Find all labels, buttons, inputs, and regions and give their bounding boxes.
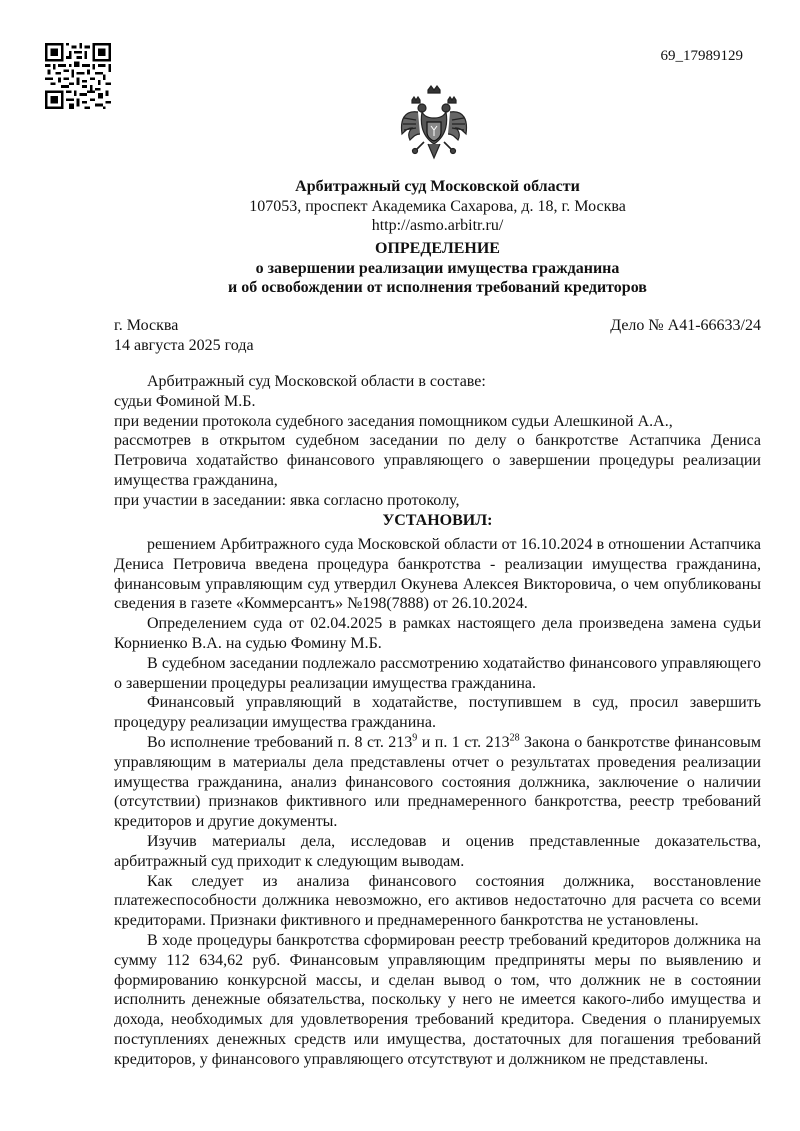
case-number: Дело № А41-66633/24 — [610, 317, 761, 334]
intro-section — [114, 372, 761, 511]
paragraph: решением Арбитражного суда Московской области от 16.10.2024 в отношении Астапчика Дениса Петровича введена процедура банкротства - реализации имущества гражданина, финансовым управляющим суд утвердил Окунева Алексея Викторовича, о чем опубликованы сведения в газете «Коммерсантъ» №198(7888) от 26.10.2024. — [114, 536, 761, 613]
paragraph — [114, 733, 761, 832]
intro-line: Арбитражный суд Московской области в составе: — [147, 373, 486, 390]
document-date: 14 августа 2025 года — [114, 337, 254, 354]
court-header — [110, 177, 765, 236]
title-line-2: и об освобождении от исполнения требований кредиторов — [228, 279, 647, 296]
title-line-1: о завершении реализации имущества гражданина — [255, 259, 620, 277]
title-main: ОПРЕДЕЛЕНИЕ — [375, 240, 500, 257]
superscript: 28 — [509, 732, 520, 744]
intro-line: рассмотрев в открытом судебном заседании по делу о банкротстве Астапчика Дениса Петровича ходатайство финансового управляющего о завершении процедуры реализации имущества гражданина, — [114, 432, 761, 489]
qr-code — [45, 43, 111, 109]
paragraph: Определением суда от 02.04.2025 в рамках настоящего дела произведена замена судьи Корниенко В.А. на судью Фомину М.Б. — [114, 615, 761, 652]
paragraph-part: Во исполнение требований п. 8 ст. 213 — [147, 733, 413, 751]
main-section — [114, 535, 761, 1070]
court-address: 107053, проспект Академика Сахарова, д. 18, г. Москва — [249, 197, 626, 215]
court-name: Арбитражный суд Московской области — [295, 178, 580, 195]
paragraph: В ходе процедуры банкротства сформирован реестр требований кредиторов должника на сумму 112 634,62 руб. Финансовым управляющим предприняты меры по выявлению и формированию конкурсной массы, и сделан вывод о том, что должник не в состоянии исполнить денежные обязательства, поскольку у него не имеется какого-либо имущества и дохода, необходимых для удовлетворения требований кредитора. Сведения о планируемых поступлениях денежных средств или имущества, достаточных для погашения требований кредиторов, у финансового управляющего отсутствуют и должником не представлены. — [114, 931, 761, 1068]
paragraph: Изучив материалы дела, исследовав и оценив представленные доказательства, арбитражный суд приходит к следующим выводам. — [114, 832, 761, 870]
coat-of-arms-icon — [398, 84, 470, 164]
document-id: 69_17989129 — [660, 48, 743, 64]
paragraph: Как следует из анализа финансового состояния должника, восстановление платежеспособности должника невозможно, его активов недостаточно для расчета со всеми кредиторами. Признаки фиктивного и преднамеренного банкротства не установлены. — [114, 872, 761, 930]
paragraph: В судебном заседании подлежало рассмотрению ходатайство финансового управляющего о завершении процедуры реализации имущества гражданина. — [114, 654, 761, 692]
paragraph-part: Закона о банкротстве финансовым управляющим в материалы дела представлены отчет о результатах проведения реализации имущества гражданина, анализ финансового состояния должника, заключение о наличии (отсутствии) признаков фиктивного или преднамеренного банкротства, реестр требований кредиторов и другие документы. — [114, 733, 762, 831]
established-heading: УСТАНОВИЛ: — [382, 512, 493, 529]
superscript: 9 — [412, 732, 418, 744]
paragraph: Финансовый управляющий в ходатайстве, поступившем в суд, просил завершить процедуру реализации имущества гражданина. — [114, 694, 761, 732]
intro-line: судьи Фоминой М.Б. — [114, 392, 256, 410]
intro-line: при участии в заседании: явка согласно протоколу, — [114, 491, 460, 509]
paragraph-part: и п. 1 ст. 213 — [417, 733, 510, 751]
court-website: http://asmo.arbitr.ru/ — [371, 217, 504, 234]
city: г. Москва — [114, 317, 179, 334]
document-title — [110, 239, 765, 298]
intro-line: при ведении протокола судебного заседания помощником судьи Алешкиной А.А., — [114, 412, 673, 430]
